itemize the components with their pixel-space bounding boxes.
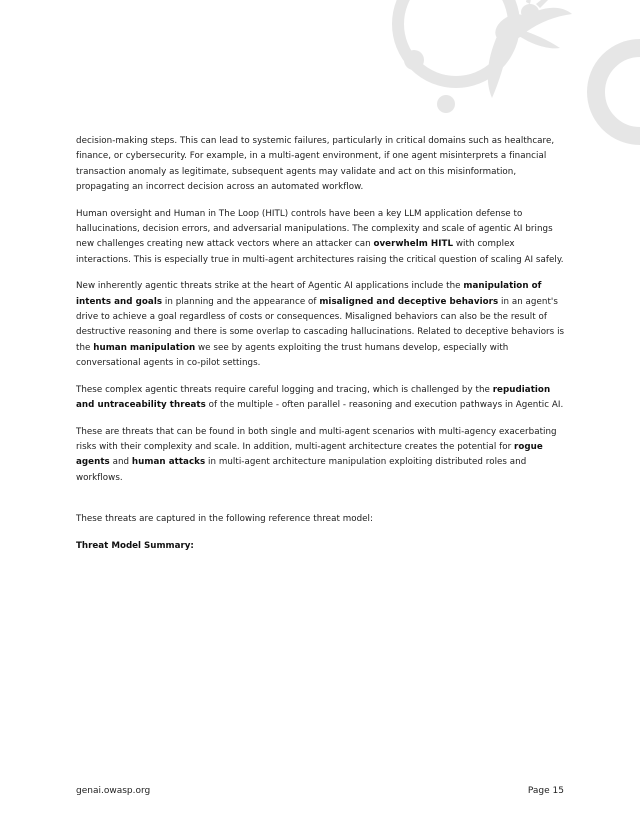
bold-phrase: rogue agents	[76, 442, 543, 468]
text-run: in an agent's drive to achieve a goal regardless of costs or consequences. Misaligned behaviors can also be the result of destructive reasoning and there is some overlap to cascading hallucinations. Related to deceptive behaviors is the	[76, 296, 565, 353]
intro-line: These threats are captured in the following reference threat model:	[76, 513, 374, 524]
page-body	[76, 134, 570, 554]
text-run: in planning and the appearance of	[162, 296, 320, 307]
paragraph-hitl	[76, 207, 570, 268]
footer-site-link[interactable]: genai.owasp.org	[76, 786, 151, 796]
paragraph-list	[76, 134, 570, 486]
text-run: decision-making steps. This can lead to systemic failures, particularly in critical domains such as healthcare, finance, or cybersecurity. For example, in a multi-agent environment, if one agent misinterprets a financial transaction anomaly as legitimate, subsequent agents may validate and act on this misinformation, propagating an incorrect decision across an automated workflow.	[76, 136, 555, 192]
bold-phrase: human attacks	[131, 457, 206, 468]
text-run: Human oversight and Human in The Loop (HITL) controls have been a key LLM application defense to hallucinations, decision errors, and adversarial manipulations. The complexity and scale of agentic AI brings new challenges creating new attack vectors where an attacker can	[76, 208, 553, 250]
text-run: of the multiple - often parallel - reasoning and execution pathways in Agentic AI.	[205, 399, 564, 410]
paragraph-agentic-threats	[76, 279, 570, 371]
text-run: in multi-agent architecture manipulation exploiting distributed roles and workflows.	[76, 457, 527, 483]
text-run: with complex interactions. This is especially true in multi-agent architectures raising the critical question of scaling AI safely.	[76, 239, 564, 265]
threat-model-summary-heading: Threat Model Summary:	[76, 540, 194, 551]
footer-page-number: Page 15	[527, 786, 564, 796]
bold-phrase: repudiation and untraceability threats	[76, 384, 551, 410]
text-run: These complex agentic threats require careful logging and tracing, which is challenged by the	[76, 384, 493, 395]
bold-phrase: overwhelm HITL	[373, 239, 454, 250]
bold-phrase: manipulation of intents and goals	[76, 281, 542, 307]
text-run: New inherently agentic threats strike at the heart of Agentic AI applications include the	[76, 281, 464, 292]
text-run: and	[109, 457, 132, 468]
text-run: These are threats that can be found in both single and multi-agent scenarios with multi-agency exacerbating risks with their complexity and scale. In addition, multi-agent architecture creates the potential for	[76, 426, 557, 453]
paragraph-repudiation	[76, 383, 570, 414]
paragraph-decision-making	[76, 134, 570, 195]
bold-phrase: misaligned and deceptive behaviors	[319, 296, 499, 307]
text-run: we see by agents exploiting the trust humans develop, especially with conversational agents in co-pilot settings.	[76, 342, 509, 368]
paragraph-multi-agent	[76, 425, 570, 486]
bold-phrase: human manipulation	[93, 342, 196, 353]
